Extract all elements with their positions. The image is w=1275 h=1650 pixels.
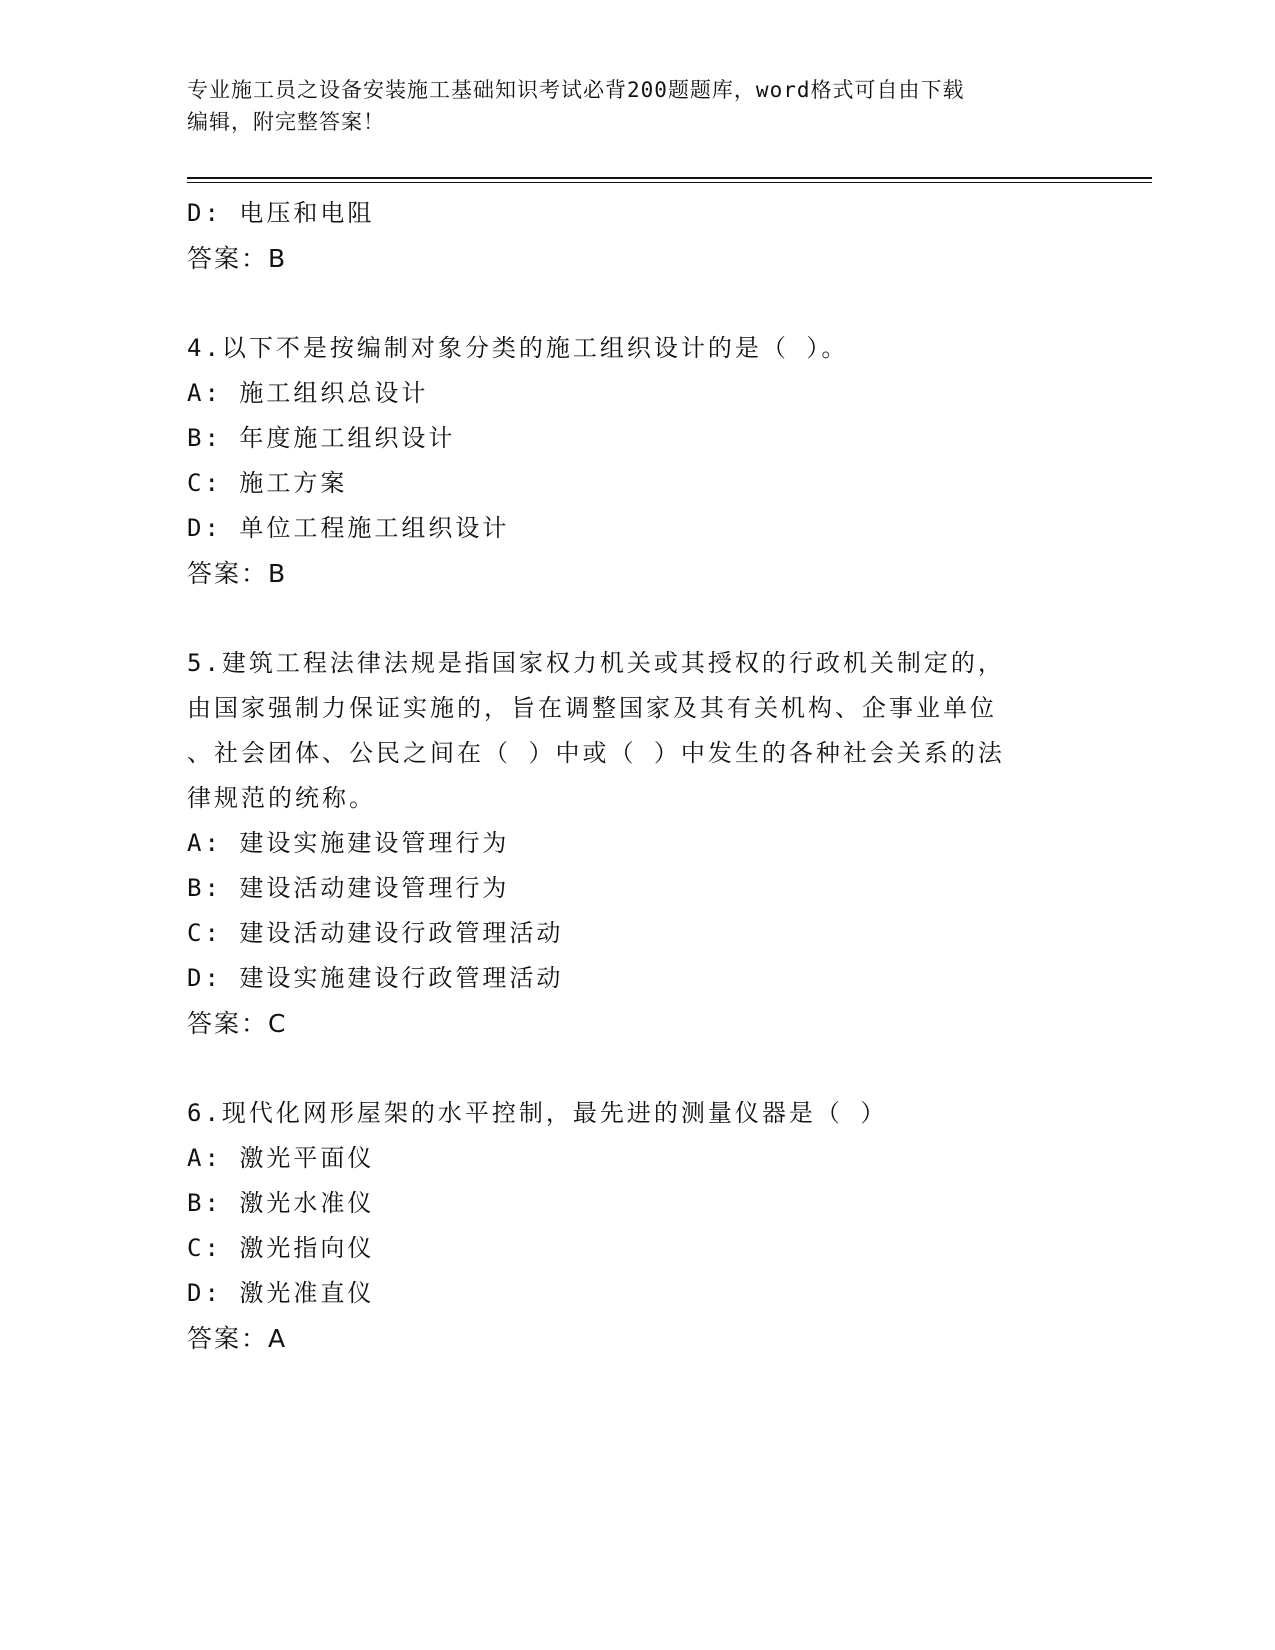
answer-line: 答案：B [187,244,288,273]
option-b: B: 激光水准仪 [187,1189,375,1217]
carryover-block [187,191,1067,281]
question-stem [187,641,1067,821]
option-d: D: 单位工程施工组织设计 [187,514,510,542]
stem-line: 6.现代化网形屋架的水平控制，最先进的测量仪器是（ ） [187,1099,888,1127]
question-6 [187,1091,1067,1361]
answer-line: 答案：B [187,559,288,588]
option-d: D: 激光准直仪 [187,1279,375,1307]
option-c: C: 建设活动建设行政管理活动 [187,919,564,947]
header-rule-thick [187,177,1152,179]
header-line-1: 专业施工员之设备安装施工基础知识考试必背200题题库，word格式可自由下载 [187,78,965,102]
option-a: A: 施工组织总设计 [187,379,429,407]
option-d: D: 建设实施建设行政管理活动 [187,964,564,992]
question-stem [187,326,1067,371]
question-4 [187,326,1067,596]
option-c: C: 施工方案 [187,469,348,497]
option-a: A: 建设实施建设管理行为 [187,829,510,857]
option-d: D: 电压和电阻 [187,199,375,227]
option-c: C: 激光指向仪 [187,1234,375,1262]
stem-line: 5.建筑工程法律法规是指国家权力机关或其授权的行政机关制定的， [187,649,1005,677]
stem-line: 律规范的统称。 [187,784,376,812]
stem-line: 4.以下不是按编制对象分类的施工组织设计的是（ ）。 [187,334,849,362]
stem-line: 由国家强制力保证实施的，旨在调整国家及其有关机构、企事业单位 [187,694,997,722]
option-b: B: 建设活动建设管理行为 [187,874,510,902]
question-list [187,191,1067,1361]
question-5 [187,641,1067,1046]
page-header [187,74,1067,138]
header-rule-thin [187,182,1152,183]
question-stem [187,1091,1067,1136]
answer-line: 答案：C [187,1009,288,1038]
option-b: B: 年度施工组织设计 [187,424,456,452]
answer-line: 答案：A [187,1324,288,1353]
stem-line: 、社会团体、公民之间在（ ）中或（ ）中发生的各种社会关系的法 [187,739,1005,767]
header-line-2: 编辑，附完整答案！ [187,110,385,134]
option-a: A: 激光平面仪 [187,1144,375,1172]
